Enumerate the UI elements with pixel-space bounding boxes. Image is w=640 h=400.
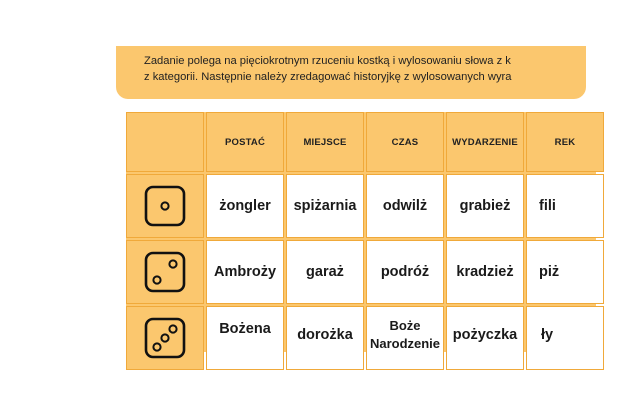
table-cell: spiżarnia <box>286 174 364 238</box>
dice-one-icon <box>144 185 186 227</box>
table-cell: Boże Narodzenie <box>366 306 444 370</box>
table-cell: fili <box>526 174 604 238</box>
table-corner-cell <box>126 112 204 172</box>
table-cell: piż <box>526 240 604 304</box>
dice-two-icon <box>144 251 186 293</box>
header-miejsce: MIEJSCE <box>286 112 364 172</box>
worksheet-viewport <box>116 46 576 351</box>
instructions-line-2: z kategorii. Następnie należy zredagować historyjkę z wylosowanych wyra <box>144 71 512 83</box>
table-cell: kradzież <box>446 240 524 304</box>
instructions-banner <box>116 46 586 99</box>
table-cell: podróż <box>366 240 444 304</box>
table-cell: pożyczka <box>446 306 524 370</box>
dice-cell-three <box>126 306 204 370</box>
table-cell: garaż <box>286 240 364 304</box>
table-cell: grabież <box>446 174 524 238</box>
table-cell: odwilż <box>366 174 444 238</box>
table-cell: Bożena <box>206 306 284 370</box>
dice-cell-two <box>126 240 204 304</box>
dice-three-icon <box>144 317 186 359</box>
table-cell: dorożka <box>286 306 364 370</box>
table-cell: ły <box>526 306 604 370</box>
dice-word-table <box>126 112 596 352</box>
table-cell: żongler <box>206 174 284 238</box>
header-wydarzenie: WYDARZENIE <box>446 112 524 172</box>
header-rek: REK <box>526 112 604 172</box>
instructions-line-1: Zadanie polega na pięciokrotnym rzuceniu kostką i wylosowaniu słowa z k <box>144 55 511 67</box>
header-postac: POSTAĆ <box>206 112 284 172</box>
dice-cell-one <box>126 174 204 238</box>
header-czas: CZAS <box>366 112 444 172</box>
table-cell: Ambroży <box>206 240 284 304</box>
